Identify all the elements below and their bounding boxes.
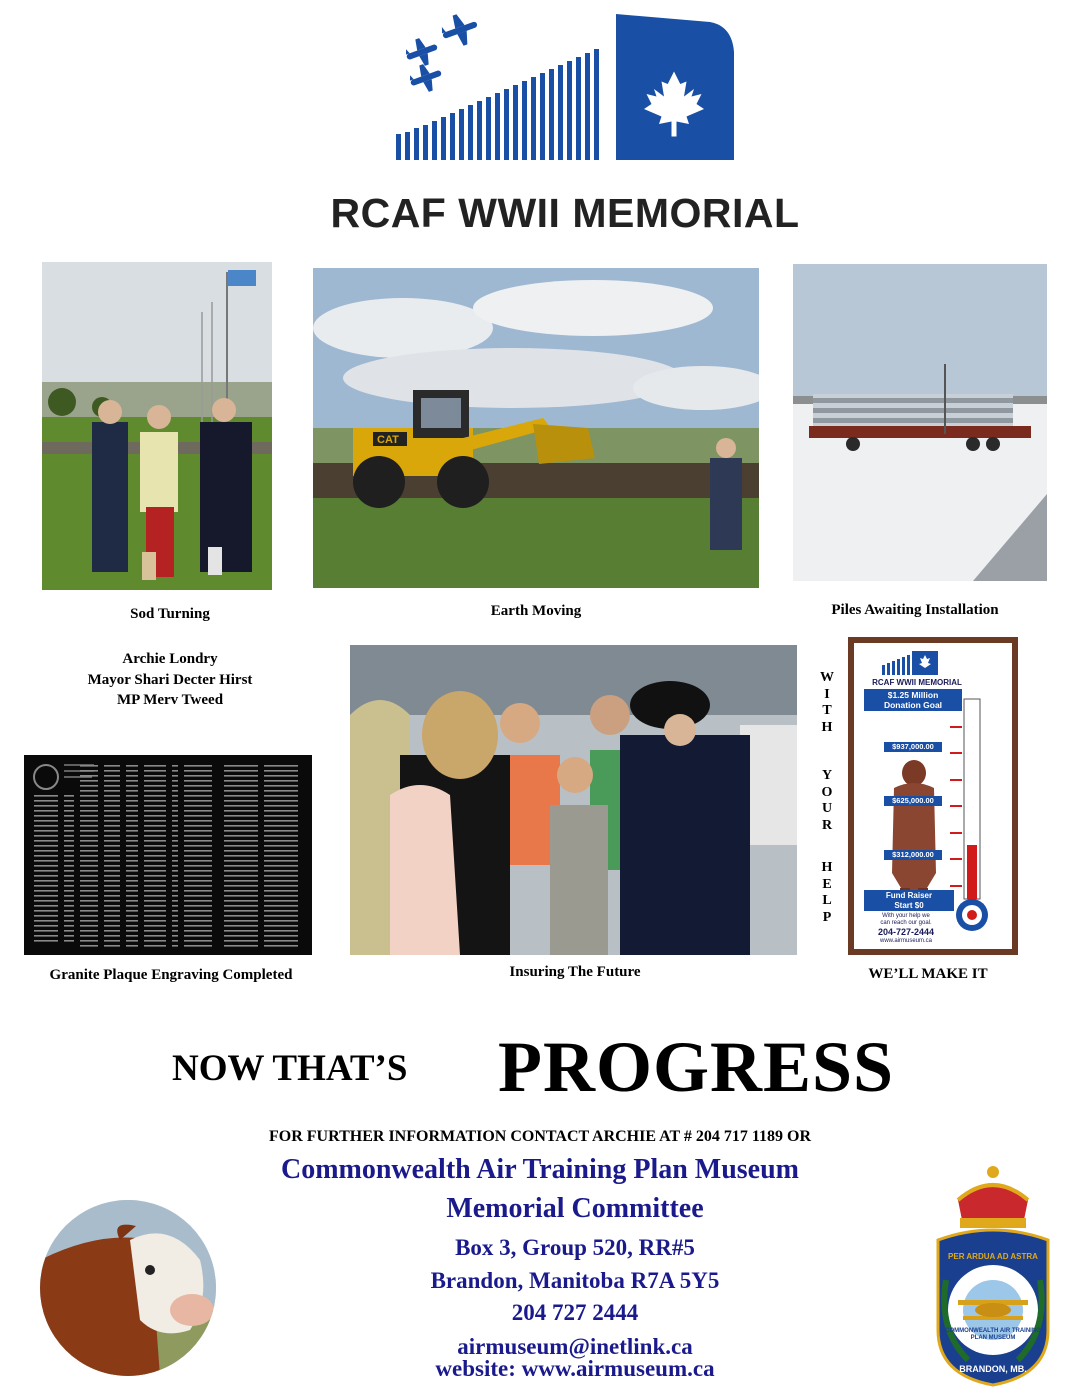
- letter: H: [821, 719, 833, 735]
- granite-plaque-photo: [24, 755, 312, 955]
- goal-banner: [864, 689, 962, 711]
- crest-motto: PER ARDUA AD ASTRA: [948, 1252, 1038, 1261]
- cat-logo: CAT: [377, 434, 399, 446]
- dignitary-name: MP Merv Tweed: [116, 692, 224, 708]
- crest-location: BRANDON, MB.: [959, 1364, 1027, 1374]
- letter: W: [820, 670, 834, 685]
- letter: P: [822, 909, 832, 925]
- sign-footer: [858, 913, 954, 945]
- letter: L: [822, 893, 832, 909]
- org-name-line1: Commonwealth Air Training Plan Museum: [280, 1154, 800, 1185]
- contact-info-line: FOR FURTHER INFORMATION CONTACT ARCHIE AT # 204 717 1189 OR: [269, 1128, 811, 1145]
- sod-turning-photo: [42, 262, 272, 590]
- sod-turning-caption: Sod Turning: [130, 606, 210, 622]
- crest-ring-text: COMMONWEALTH AIR TRAINING PLAN MUSEUM: [945, 1328, 1041, 1341]
- address-line1: Box 3, Group 520, RR#5: [455, 1235, 695, 1260]
- phone-number: 204 727 2444: [511, 1300, 639, 1325]
- sign-title: RCAF WWII MEMORIAL: [872, 678, 962, 687]
- insuring-future-caption: Insuring The Future: [509, 964, 641, 980]
- level-label-312k: $312,000.00: [884, 850, 942, 860]
- earth-moving-photo: [313, 268, 759, 588]
- thermometer-level-bar: [967, 845, 977, 899]
- donation-thermometer-sign: [848, 637, 1018, 955]
- help-text: can reach our goal.: [880, 920, 932, 926]
- sign-phone: 204-727-2444: [877, 927, 935, 937]
- hereford-cow-photo: [40, 1200, 216, 1376]
- sign-website: www.airmuseum.ca: [879, 938, 932, 944]
- letter: I: [824, 686, 830, 702]
- level-label-937k: $937,000.00: [884, 742, 942, 752]
- memorial-logo: [380, 12, 740, 162]
- goal-line: Donation Goal: [883, 700, 943, 710]
- airman-statue-image: [892, 760, 936, 908]
- org-name-line2: Memorial Committee: [446, 1193, 704, 1224]
- letter: O: [821, 784, 833, 800]
- museum-crest: [918, 1160, 1068, 1390]
- plane-icons: [402, 12, 482, 97]
- your-vertical-text: [817, 768, 837, 834]
- start-line: Fund Raiser: [885, 891, 933, 900]
- earth-moving-caption: Earth Moving: [490, 603, 582, 619]
- dignitaries-list: [42, 649, 298, 711]
- letter: H: [821, 860, 833, 875]
- letter: E: [822, 876, 832, 892]
- crown-icon: [958, 1166, 1028, 1228]
- email-address[interactable]: airmuseum@inetlink.ca: [457, 1334, 693, 1359]
- piles-caption: Piles Awaiting Installation: [831, 602, 999, 618]
- page-title: RCAF WWII MEMORIAL: [330, 190, 800, 236]
- level-label-625k: $625,000.00: [884, 796, 942, 806]
- help-text: With your help we: [882, 913, 930, 919]
- letter: U: [821, 801, 833, 817]
- insuring-future-photo: [350, 645, 797, 955]
- letter: Y: [821, 768, 833, 783]
- dignitary-name: Mayor Shari Decter Hirst: [87, 671, 253, 688]
- letter: T: [822, 703, 832, 719]
- piles-photo: [793, 264, 1047, 581]
- fundraiser-start-banner: [864, 890, 954, 911]
- granite-plaque-caption: Granite Plaque Engraving Completed: [49, 967, 293, 983]
- website-link[interactable]: website: www.airmuseum.ca: [435, 1356, 715, 1381]
- address-line2: Brandon, Manitoba R7A 5Y5: [430, 1268, 720, 1293]
- headline-lead: NOW THAT’S: [172, 1048, 408, 1089]
- with-vertical-text: [817, 670, 837, 736]
- help-vertical-text: [817, 860, 837, 926]
- headline-progress: PROGRESS: [498, 1027, 895, 1107]
- goal-line: $1.25 Million: [887, 690, 939, 700]
- letter: R: [821, 817, 833, 833]
- start-line: Start $0: [894, 900, 924, 910]
- dignitary-name: Archie Londry: [122, 651, 218, 667]
- thermometer-caption: WE’LL MAKE IT: [868, 966, 988, 982]
